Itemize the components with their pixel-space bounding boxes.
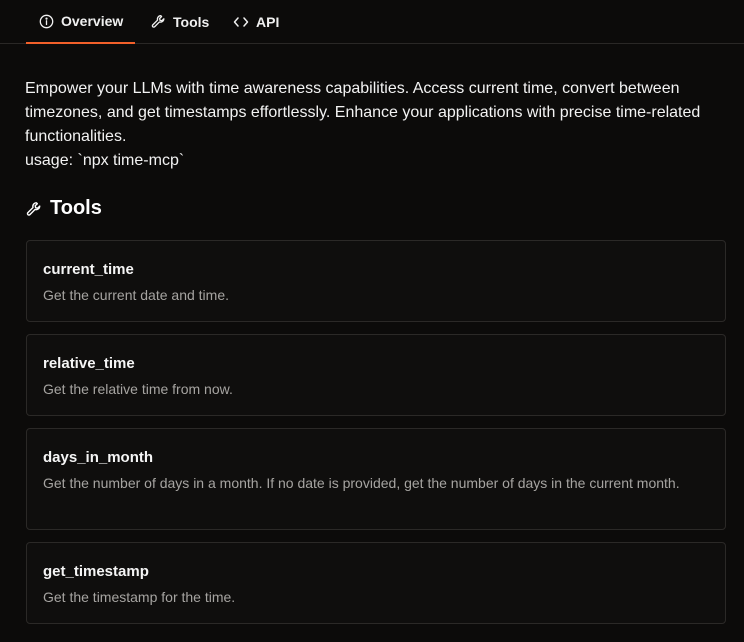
tab-api[interactable] xyxy=(233,0,279,43)
wrench-icon xyxy=(26,201,42,217)
usage-text: usage: `npx time-mcp` xyxy=(25,152,185,169)
tab-overview-label: Overview xyxy=(61,13,124,29)
server-description xyxy=(25,77,737,173)
description-text: Empower your LLMs with time awareness capabilities. Access current time, convert between timezones, and get timestamps effortlessly. Enhance your applications with precise time-related functionalities. xyxy=(25,80,701,145)
tab-api-label: API xyxy=(256,13,280,30)
tool-name: days_in_month xyxy=(43,449,154,466)
tool-description: Get the number of days in a month. If no date is provided, get the number of days in the current month. xyxy=(43,475,680,491)
tool-card-days-in-month[interactable] xyxy=(26,428,726,530)
tool-description: Get the relative time from now. xyxy=(43,381,233,397)
tab-overview[interactable] xyxy=(26,0,135,44)
tool-description: Get the timestamp for the time. xyxy=(43,589,236,605)
tab-bar xyxy=(0,0,744,44)
tool-description: Get the current date and time. xyxy=(43,287,229,303)
tab-tools-label: Tools xyxy=(173,13,210,30)
tab-tools[interactable] xyxy=(150,0,209,43)
tool-name: current_time xyxy=(43,261,134,278)
tools-section-header xyxy=(26,197,102,220)
info-icon xyxy=(38,13,54,29)
tools-section-title: Tools xyxy=(50,197,102,219)
wrench-icon xyxy=(150,14,166,30)
tool-card-relative-time[interactable] xyxy=(26,334,726,416)
tool-name: relative_time xyxy=(43,355,135,372)
tool-name: get_timestamp xyxy=(43,563,149,580)
tool-card-get-timestamp[interactable] xyxy=(26,542,726,624)
code-icon xyxy=(233,14,249,30)
tool-card-current-time[interactable] xyxy=(26,240,726,322)
